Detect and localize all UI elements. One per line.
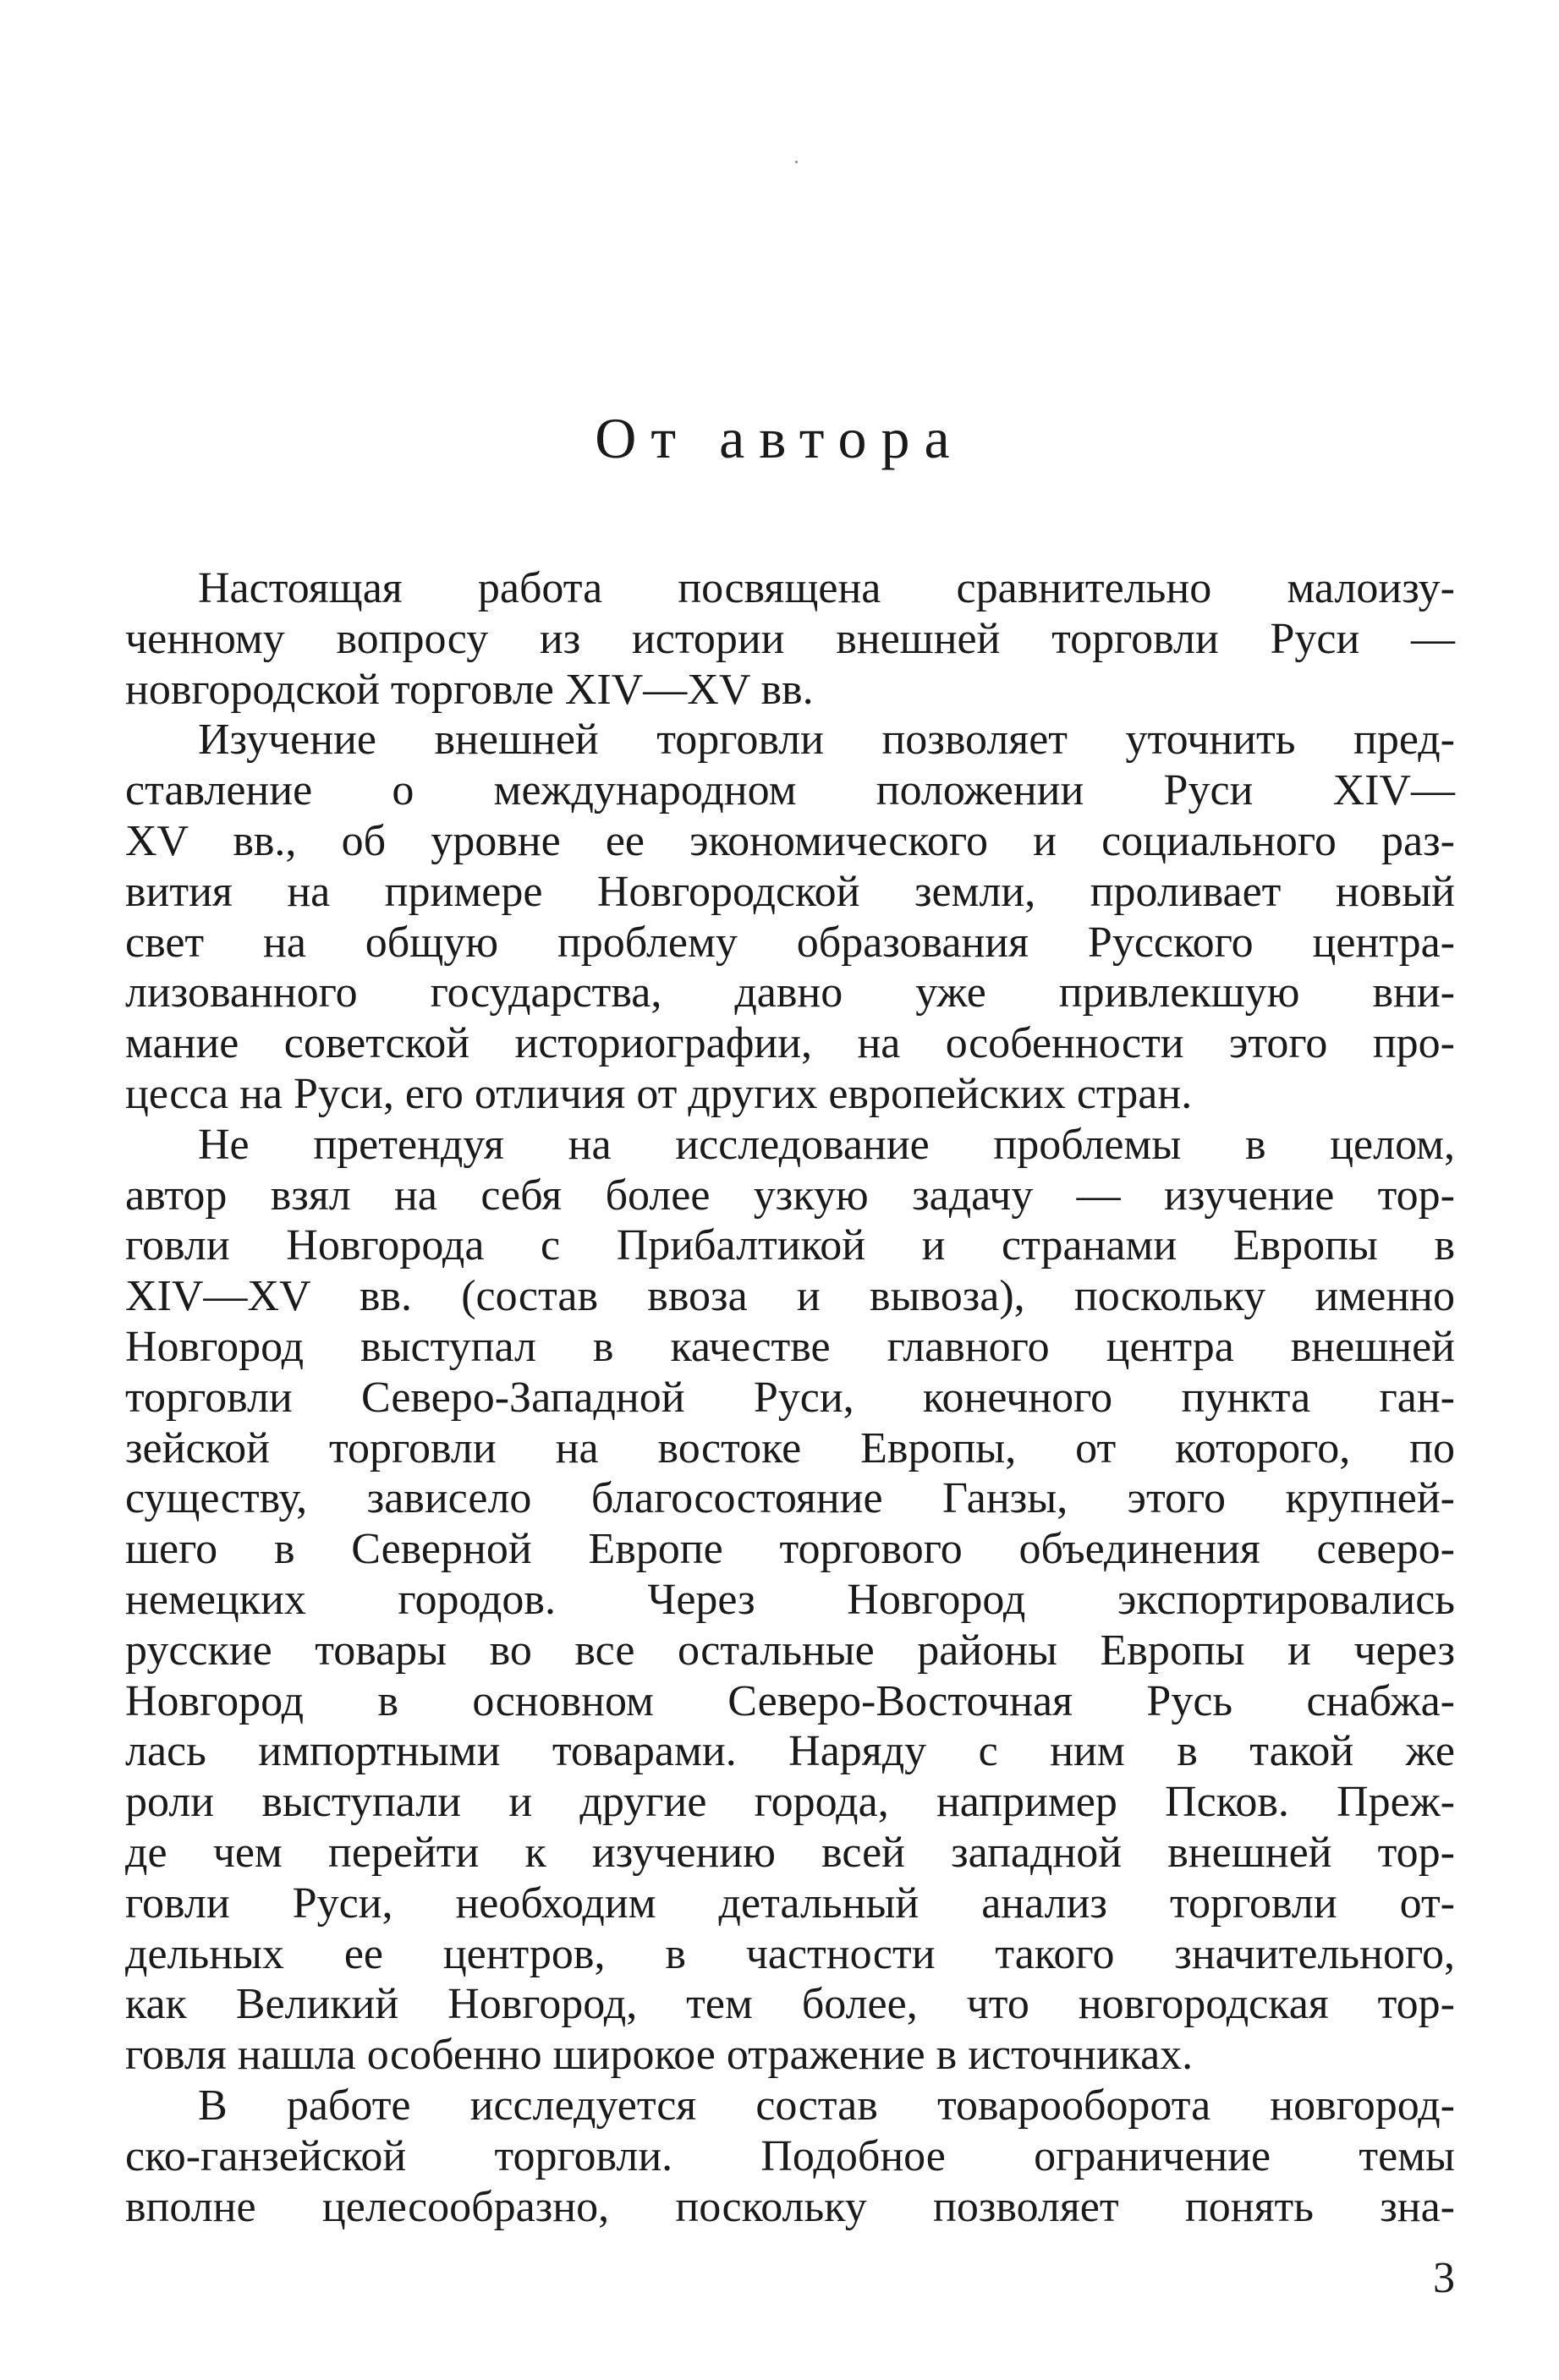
text-line: русские товары во все остальные районы Европы и через — [125, 1626, 1455, 1675]
text-line: говли Руси, необходим детальный анализ торговли от- — [125, 1878, 1455, 1928]
text-line: В работе исследуется состав товарооборота новгород- — [198, 2081, 1455, 2130]
text-line: Новгород в основном Северо-Восточная Русь снабжа- — [125, 1676, 1455, 1725]
chapter-title: От автора — [595, 406, 964, 470]
text-line: цесса на Руси, его отличия от других европейских стран. — [125, 1069, 1193, 1118]
text-line: дельных ее центров, в частности такого значительного, — [125, 1929, 1455, 1978]
text-line: торговли Северо-Западной Руси, конечного пункта ган- — [125, 1373, 1455, 1422]
text-line: ченному вопросу из истории внешней торговли Руси — — [125, 614, 1455, 663]
text-line: Новгород выступал в качестве главного центра внешней — [125, 1322, 1455, 1371]
text-line: мание советской историографии, на особенности этого про- — [125, 1019, 1455, 1068]
text-line: говля нашла особенно широкое отражение в источниках. — [125, 2031, 1194, 2080]
text-line: как Великий Новгород, тем более, что новгородская тор- — [125, 1980, 1455, 2029]
text-line: лизованного государства, давно уже привлекшую вни- — [125, 968, 1455, 1017]
page-number: 3 — [1433, 2254, 1455, 2302]
text-line: де чем перейти к изучению всей западной внешней тор- — [125, 1828, 1455, 1877]
text-line: говли Новгорода с Прибалтикой и странами Европы в — [125, 1221, 1455, 1270]
text-line: Не претендуя на исследование проблемы в целом, — [198, 1120, 1455, 1169]
text-line: новгородской торговле XIV—XV вв. — [125, 665, 814, 714]
print-speck — [795, 161, 798, 163]
text-line: Настоящая работа посвящена сравнительно малоизу- — [198, 564, 1455, 612]
text-line: Изучение внешней торговли позволяет уточнить пред- — [198, 716, 1455, 765]
text-line: зейской торговли на востоке Европы, от которого, по — [125, 1423, 1455, 1472]
body-text — [125, 563, 1455, 2232]
text-line: вполне целесообразно, поскольку позволяет понять зна- — [125, 2182, 1455, 2231]
text-line: немецких городов. Через Новгород экспортировались — [125, 1575, 1455, 1624]
text-line: существу, зависело благосостояние Ганзы, этого крупней- — [125, 1474, 1455, 1523]
text-line: XIV—XV вв. (состав ввоза и вывоза), поскольку именно — [125, 1272, 1455, 1321]
text-line: XV вв., об уровне ее экономического и социального раз- — [125, 816, 1455, 865]
text-line: лась импортными товарами. Наряду с ним в такой же — [125, 1727, 1455, 1776]
text-line: роли выступали и другие города, например Псков. Преж- — [125, 1778, 1455, 1827]
text-line: автор взял на себя более узкую задачу — изучение тор- — [125, 1171, 1455, 1220]
text-line: вития на примере Новгородской земли, проливает новый — [125, 867, 1455, 916]
text-line: шего в Северной Европе торгового объединения северо- — [125, 1525, 1455, 1574]
text-line: ставление о международном положении Руси XIV— — [125, 766, 1455, 815]
text-line: ско-ганзейской торговли. Подобное ограничение темы — [125, 2131, 1455, 2180]
text-line: свет на общую проблему образования Русского центра- — [125, 918, 1455, 967]
